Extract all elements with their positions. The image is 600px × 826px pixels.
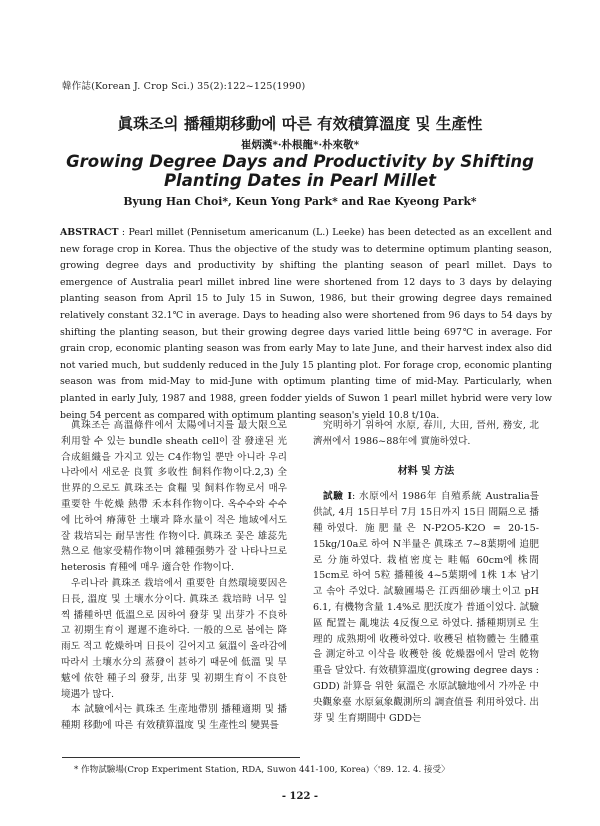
authors-korean: 崔炳漢*·朴根龍*·朴來敬* (240, 139, 360, 151)
body-column-right (313, 418, 539, 726)
journal-header: 韓作誌(Korean J. Crop Sci.) 35(2):122~125(1990) (62, 81, 306, 92)
page-number: - 122 - (281, 791, 319, 802)
section-heading-materials-methods: 材料 및 方法 (397, 465, 455, 477)
title-english: Growing Degree Days and Productivity by Shifting Planting Dates in Pearl Millet (66, 152, 534, 190)
footnote: * 作物試驗場(Crop Experiment Station, RDA, Suwon 441-100, Korea)〈'89. 12. 4. 接受〉 (74, 765, 450, 775)
body-paragraph: 우리나라 眞珠조 栽培에서 重要한 自然環境要因은 日長, 溫度 및 土壤水分이다. 眞珠조 栽培時 너무 일찍 播種하면 低溫으로 因하여 發芽 및 出芽가 不良하고 初期生育이 遲遲不進하다. 一般的으로 봄에는 降雨도 적고 乾燥하며 日長이 길어지고 氣溫이 올라감에 따라서 土壤水分의 蒸發이 甚하기 때문에 低溫 및 旱魃에 依한 種子의 發芽, 出芽 및 初期生育이 不良한 境遇가 많다. (61, 577, 287, 700)
abstract-text: : Pearl millet (Pennisetum americanum (L.) Leeke) has been detected as an excellent and new forage crop in Korea. Thus the objective of the study was to determine optimum planting season, growing degree days and productivity by shifting the planting season of pearl millet. Days to emergence of Australia pearl millet inbred line were shortened from 12 days to 3 days by delaying planting season from April 15 to July 15 in Suwon, 1986, but their growing degree days remained relatively constant 32.1℃ in average. Days to heading also were shortened from 96 days to 54 days by shifting the planting season, but their growing degree days varied little being 697℃ in average. For grain crop, economic planting season was from early May to late June, and their harvest index also did not varied much, but suddenly reduced in the July 15 planting plot. For forage crop, economic planting season was from mid-May to mid-June with optimum planting time of mid-May. Particularly, when planted in early July, 1987 and 1988, green fodder yields of Suwon 1 pearl millet hybrid were very low being 54 percent as compared with optimum planting season's yield 10.8 t/10a. (60, 227, 553, 421)
body-paragraph: 究明하기 위하여 水原, 春川, 大田, 晉州, 務安, 北濟州에서 1986~88年에 實施하였다. (313, 420, 539, 447)
experiment-label: 試驗 I (323, 491, 353, 503)
experiment-text: : 水原에서 1986年 自殖系統 Australia를 供試, 4月 15日부터 7月 15日까지 15日 間隔으로 播種하였다. 施肥量은 N-P2O5-K2O = 20-15-15kg/10a로 하여 N半量은 眞珠조 7~8葉期에 追肥로 分施하였다. 栽植密度는 畦幅 60cm에 株間 15cm로 하여 5粒 播種後 4~5葉期에 1株 1本 남기고 솎아 주었다. 試驗圃場은 江西細砂壤土이고 pH 6.1, 有機物含量 1.4%로 肥沃度가 普通이었다. 試驗區 配置는 亂塊法 4反復으로 하였다. 播種期別로 生理的 成熟期에 收穫하였다. 收穫된 植物體는 生體重을 測定하고 이삭을 收穫한 後 乾燥器에서 말려 乾物重을 달았다. 有效積算溫度(growing degree days : GDD) 計算을 위한 氣溫은 水原試驗地에서 가까운 中央觀象臺 水原氣象觀測所의 調査值를 利用하였다. 出芽 및 生育期間中 GDD는 (313, 491, 539, 724)
body-paragraph: 本 試驗에서는 眞珠조 生產地帶別 播種適期 및 播種期 移動에 따른 有效積算溫度 및 生產性의 變異를 (61, 704, 287, 732)
body-column-left (61, 418, 287, 734)
abstract-label: ABSTRACT (60, 227, 119, 238)
experiment-paragraph (313, 489, 539, 726)
authors-english: Byung Han Choi*, Keun Yong Park* and Rae Kyeong Park* (123, 195, 477, 208)
title-korean: 眞珠조의 播種期移動에 따른 有效積算溫度 및 生產性 (117, 114, 483, 133)
abstract (60, 225, 552, 424)
body-paragraph: 眞珠조는 高溫條件에서 太陽에너지를 最大限으로 利用할 수 있는 bundle sheath cell이 잘 發達된 光合成組織을 가지고 있는 C4作物일 뿐만 아니라 우리나라에서 새로운 良質 多收性 飼料作物이다.2,3) 全世界的으로도 眞珠조는 食糧 및 飼料作物로서 매우 重要한 牛乾燥 熱帶 禾本科作物이다. 옥수수와 수수에 比하여 瘠薄한 土壤과 降水量이 적은 地域에서도 잘 栽培되는 耐旱害性 作物이다. 眞珠조 꽃은 雄蕊先熟으로 他家受精作物이며 雜種强勢가 잘 나타나므로 heterosis 育種에 매우 適合한 作物이다. (61, 420, 287, 574)
footnote-rule (62, 757, 300, 758)
